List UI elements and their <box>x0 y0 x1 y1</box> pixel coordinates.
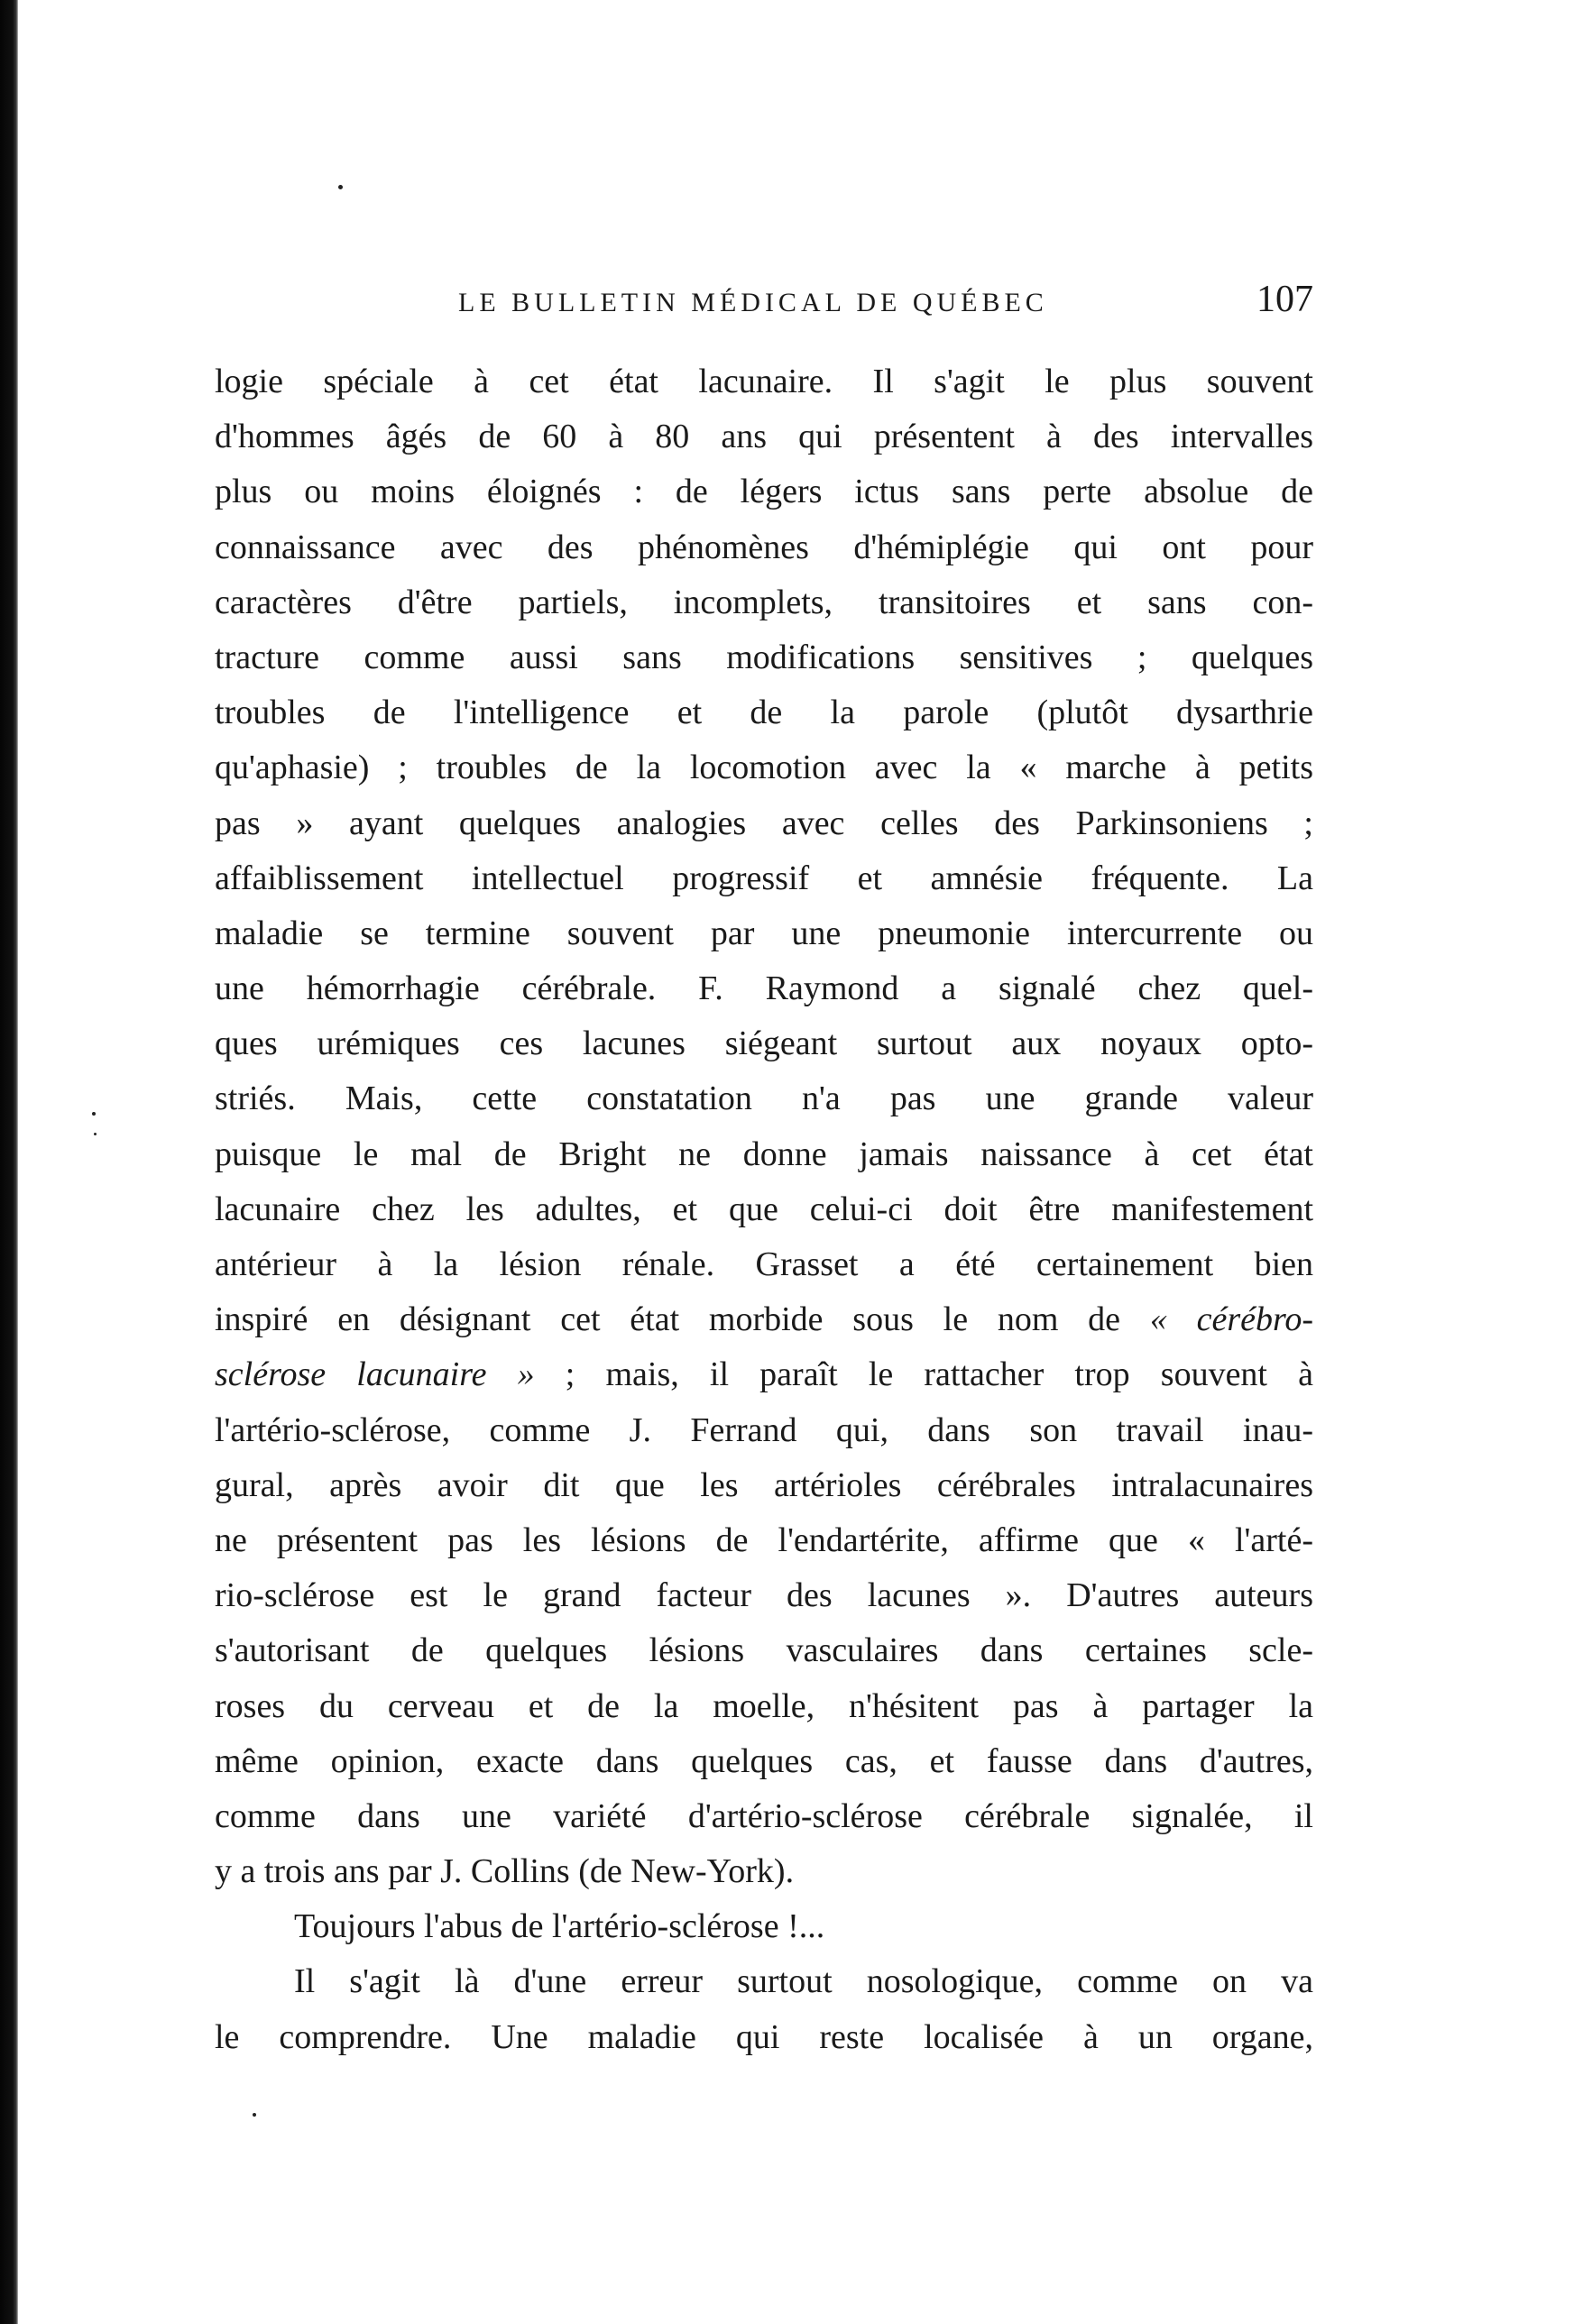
text-line <box>215 1292 1313 1347</box>
ink-speck <box>94 1133 97 1135</box>
italic-term: sclérose lacunaire » <box>215 1355 535 1394</box>
text-line: striés. Mais, cette constatation n'a pas une grande valeur <box>215 1079 1313 1118</box>
text-line: logie spéciale à cet état lacunaire. Il s'agit le plus souvent <box>215 363 1313 400</box>
text-run: inspiré en désignant cet état morbide sous le nom de <box>215 1300 1150 1339</box>
text-line: antérieur à la lésion rénale. Grasset a été certainement bien <box>215 1245 1313 1283</box>
text-line: d'hommes âgés de 60 à 80 ans qui présentent à des intervalles <box>215 418 1313 456</box>
paragraph-line: Il s'agit là d'une erreur surtout nosologique, comme on va <box>294 1962 1313 2001</box>
ink-speck <box>92 1112 96 1116</box>
text-line: le comprendre. Une maladie qui reste localisée à un organe, <box>215 2017 1313 2056</box>
text-run: ; mais, il paraît le rattacher trop souvent à <box>534 1355 1314 1394</box>
italic-term: « cérébro- <box>1149 1300 1313 1339</box>
text-line: connaissance avec des phénomènes d'hémiplégie qui ont pour <box>215 528 1313 566</box>
text-line: tracture comme aussi sans modifications sensitives ; quelques <box>215 638 1313 676</box>
text-line: comme dans une variété d'artério-sclérose cérébrale signalée, il <box>215 1796 1313 1835</box>
ink-speck <box>338 185 343 189</box>
text-line: même opinion, exacte dans quelques cas, et fausse dans d'autres, <box>215 1741 1313 1780</box>
text-line: troubles de l'intelligence et de la parole (plutôt dysarthrie <box>215 694 1313 732</box>
text-line <box>215 1347 1313 1402</box>
text-line: maladie se termine souvent par une pneumonie intercurrente ou <box>215 914 1313 952</box>
text-line: rio-sclérose est le grand facteur des lacunes ». D'autres auteurs <box>215 1576 1313 1615</box>
text-line: caractères d'être partiels, incomplets, transitoires et sans con- <box>215 583 1313 621</box>
text-line: affaiblissement intellectuel progressif et amnésie fréquente. La <box>215 859 1313 897</box>
text-line: l'artério-sclérose, comme J. Ferrand qui, dans son travail inau- <box>215 1410 1313 1449</box>
text-line: qu'aphasie) ; troubles de la locomotion avec la « marche à petits <box>215 749 1313 787</box>
paragraph-line: Toujours l'abus de l'artério-sclérose !... <box>294 1907 825 1946</box>
page-header <box>215 278 1313 323</box>
text-line: pas » ayant quelques analogies avec celles des Parkinsoniens ; <box>215 804 1313 842</box>
body-text <box>215 354 1313 2065</box>
text-line: une hémorrhagie cérébrale. F. Raymond a signalé chez quel- <box>215 969 1313 1008</box>
ink-speck <box>253 2113 256 2117</box>
page-binding-edge <box>0 0 18 2324</box>
text-line: puisque le mal de Bright ne donne jamais naissance à cet état <box>215 1134 1313 1173</box>
running-head: LE BULLETIN MÉDICAL DE QUÉBEC <box>458 288 1048 317</box>
text-line: ques urémiques ces lacunes siégeant surtout aux noyaux opto- <box>215 1024 1313 1063</box>
text-line: gural, après avoir dit que les artérioles cérébrales intralacunaires <box>215 1465 1313 1504</box>
text-line: plus ou moins éloignés : de légers ictus sans perte absolue de <box>215 473 1313 511</box>
text-line: ne présentent pas les lésions de l'endartérite, affirme que « l'arté- <box>215 1520 1313 1559</box>
text-line: y a trois ans par J. Collins (de New-York). <box>215 1852 795 1891</box>
page-number: 107 <box>1256 279 1313 320</box>
text-line: lacunaire chez les adultes, et que celui-ci doit être manifestement <box>215 1190 1313 1228</box>
text-line: s'autorisant de quelques lésions vasculaires dans certaines scle- <box>215 1631 1313 1670</box>
text-line: roses du cerveau et de la moelle, n'hésitent pas à partager la <box>215 1686 1313 1725</box>
